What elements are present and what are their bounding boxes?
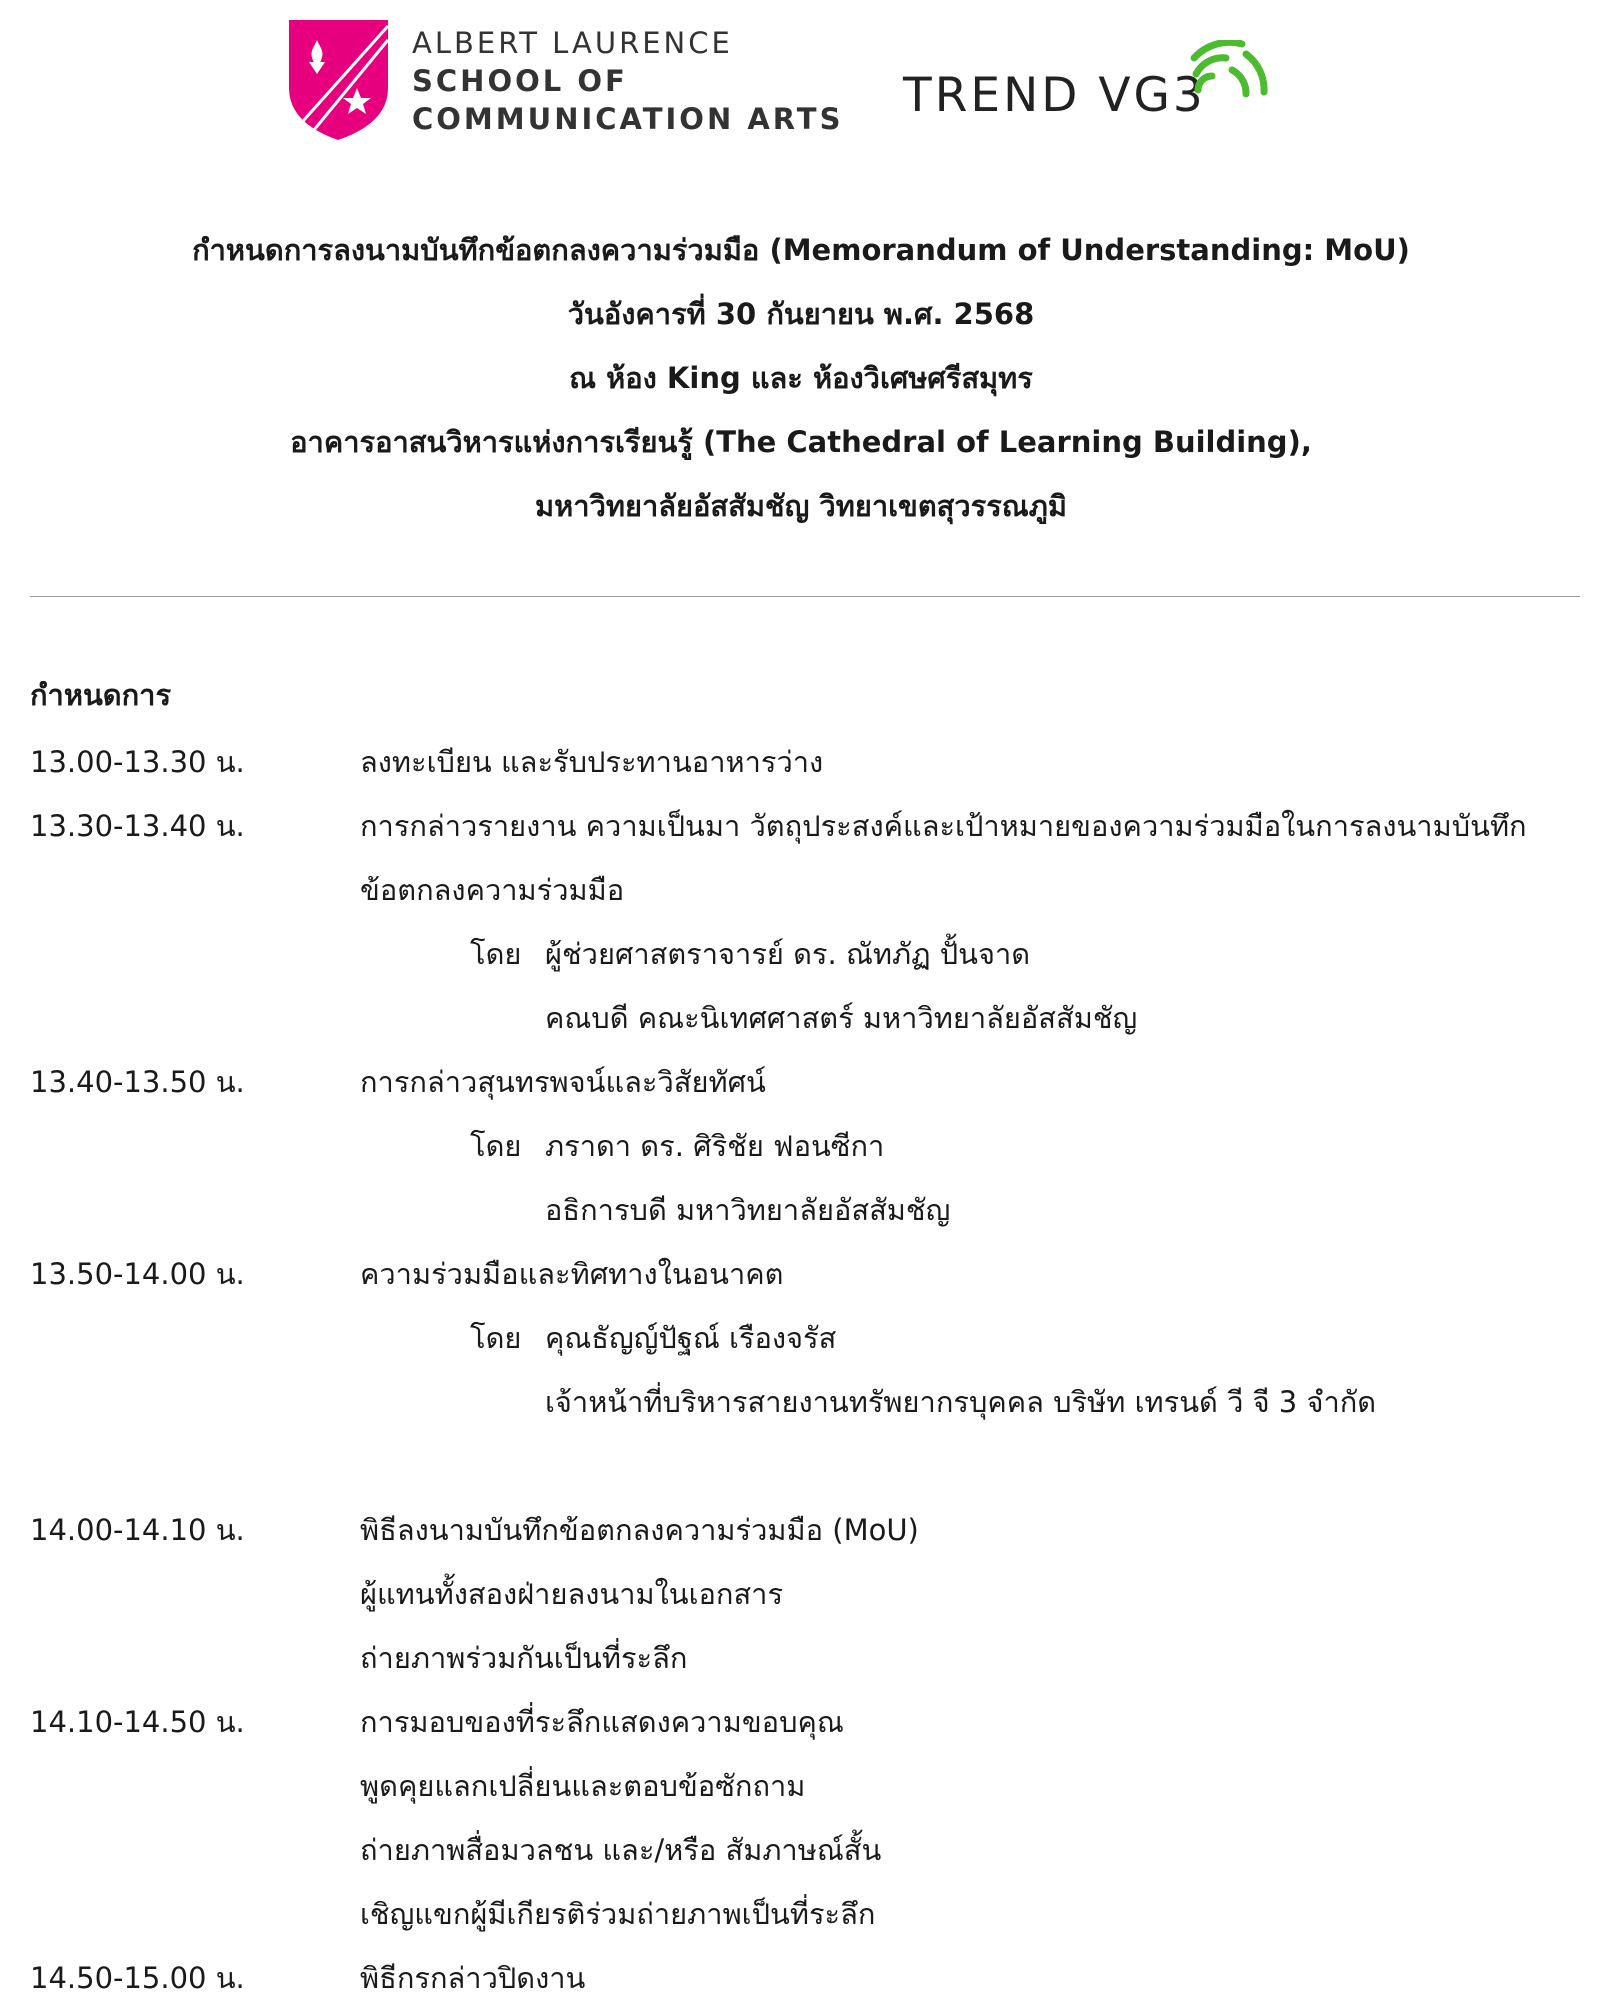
school-name-line3: COMMUNICATION ARTS (412, 102, 844, 136)
header-title: กำหนดการลงนามบันทึกข้อตกลงความร่วมมือ (Memorandum of Understanding: MoU) (192, 233, 1410, 267)
schedule-details (360, 1690, 881, 1946)
schedule-details (360, 1498, 919, 1690)
header-room: ณ ห้อง King และ ห้องวิเศษศรีสมุทร (569, 361, 1033, 395)
speaker-name: ผู้ช่วยศาสตราจารย์ ดร. ณัทภัฏ ปั้นจาด (545, 937, 1031, 971)
speaker-name: คุณธัญญ์ปัฐณ์ เรืองจรัส (545, 1321, 837, 1355)
schedule-details (360, 730, 823, 794)
schedule-details (360, 1946, 585, 2010)
schedule-time: 14.00-14.10 น. (30, 1513, 245, 1547)
schedule-line: ถ่ายภาพสื่อมวลชน และ/หรือ สัมภาษณ์สั้น (360, 1833, 882, 1867)
header-university: มหาวิทยาลัยอัสสัมชัญ วิทยาเขตสุวรรณภูมิ (535, 489, 1067, 523)
wifi-signal-icon (1188, 40, 1268, 100)
schedule-details (360, 1242, 783, 1306)
schedule-line: พิธีกรกล่าวปิดงาน (360, 1961, 586, 1995)
by-label: โดย (470, 1321, 522, 1355)
schedule-line: เชิญแขกผู้มีเกียรติร่วมถ่ายภาพเป็นที่ระลึก (360, 1897, 876, 1931)
schedule-line: การกล่าวสุนทรพจน์และวิสัยทัศน์ (360, 1065, 766, 1099)
logo-bar (0, 0, 1602, 150)
schedule-line: ลงทะเบียน และรับประทานอาหารว่าง (360, 745, 824, 779)
schedule-details (360, 794, 1527, 922)
document-header (0, 218, 1602, 538)
school-name-line2: SCHOOL OF (412, 64, 628, 98)
schedule-time: 14.10-14.50 น. (30, 1705, 245, 1739)
schedule-details (360, 1050, 766, 1114)
schedule-time: 13.00-13.30 น. (30, 745, 245, 779)
divider (30, 596, 1580, 597)
schedule-time: 13.50-14.00 น. (30, 1257, 245, 1291)
school-name-line1: ALBERT LAURENCE (412, 26, 733, 60)
header-building: อาคารอาสนวิหารแห่งการเรียนรู้ (The Cathedral of Learning Building), (290, 425, 1312, 459)
schedule-line: พิธีลงนามบันทึกข้อตกลงความร่วมมือ (MoU) (360, 1513, 919, 1547)
school-shield-logo (287, 18, 390, 142)
by-label: โดย (470, 937, 522, 971)
schedule-line: การกล่าวรายงาน ความเป็นมา วัตถุประสงค์และเป้าหมายของความร่วมมือในการลงนามบันทึก (360, 809, 1527, 843)
partner-logo-text: TREND VG3 (903, 68, 1206, 123)
speaker-role: เจ้าหน้าที่บริหารสายงานทรัพยากรบุคคล บริษัท เทรนด์ วี จี 3 จำกัด (545, 1385, 1377, 1419)
schedule-line: พูดคุยแลกเปลี่ยนและตอบข้อซักถาม (360, 1769, 806, 1803)
speaker-role: อธิการบดี มหาวิทยาลัยอัสสัมชัญ (545, 1193, 951, 1227)
school-logo-text (412, 24, 843, 138)
schedule-line: ความร่วมมือและทิศทางในอนาคต (360, 1257, 784, 1291)
schedule-line: การมอบของที่ระลึกแสดงความขอบคุณ (360, 1705, 844, 1739)
schedule-line: ถ่ายภาพร่วมกันเป็นที่ระลึก (360, 1641, 688, 1675)
schedule-line: ข้อตกลงความร่วมมือ (360, 873, 625, 907)
by-label: โดย (470, 1129, 522, 1163)
speaker-name: ภราดา ดร. ศิริชัย ฟอนซีกา (545, 1129, 885, 1163)
partner-logo (903, 40, 1273, 130)
schedule-title: กำหนดการ (30, 678, 172, 712)
schedule-time: 13.30-13.40 น. (30, 809, 245, 843)
speaker-role: คณบดี คณะนิเทศศาสตร์ มหาวิทยาลัยอัสสัมชัญ (545, 1001, 1138, 1035)
header-date: วันอังคารที่ 30 กันยายน พ.ศ. 2568 (567, 297, 1035, 331)
schedule-time: 13.40-13.50 น. (30, 1065, 245, 1099)
schedule-time: 14.50-15.00 น. (30, 1961, 245, 1995)
schedule-line: ผู้แทนทั้งสองฝ่ายลงนามในเอกสาร (360, 1577, 784, 1611)
